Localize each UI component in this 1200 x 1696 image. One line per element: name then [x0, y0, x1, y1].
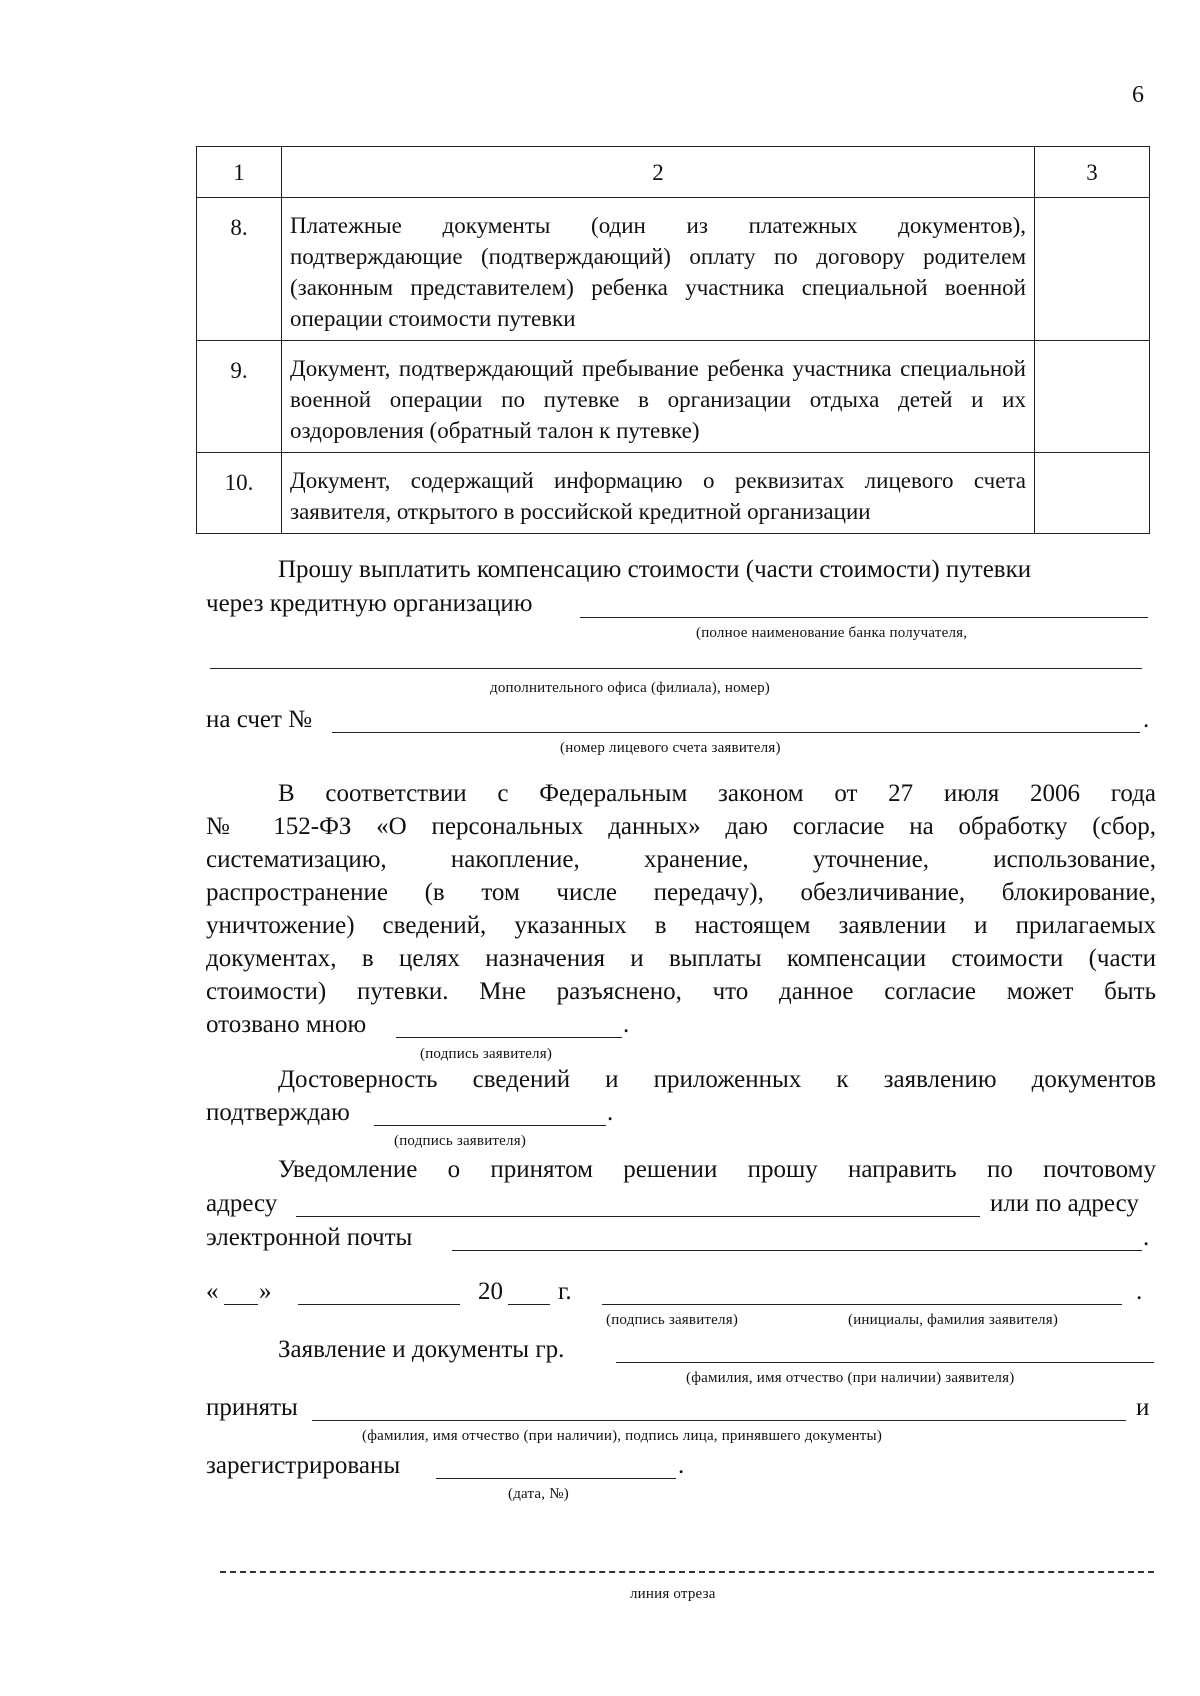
cut-line-label: линия отреза — [630, 1586, 716, 1602]
date-year-suffix: г. — [558, 1278, 572, 1305]
date-close-quote: » — [259, 1278, 272, 1305]
row-text: Документ, содержащий информацию о реквизитах лицевого счета заявителя, открытого в российской кредитной организации — [282, 453, 1035, 534]
caption-bank: (полное наименование банка получателя, — [696, 625, 968, 641]
consent-signature-field[interactable] — [396, 1037, 622, 1038]
caption-consent-signature: (подпись заявителя) — [420, 1046, 553, 1062]
table-header-row — [197, 147, 1150, 198]
email-field[interactable] — [452, 1250, 1142, 1251]
account-label: на счет № — [206, 706, 313, 733]
table-header-col2: 2 — [282, 147, 1035, 198]
acceptance-line1: Заявление и документы гр. — [278, 1336, 565, 1363]
consent-line: документах, в целях назначения и выплаты компенсации стоимости (части — [206, 945, 1156, 972]
accuracy-line1: Достоверность сведений и приложенных к заявлению документов — [278, 1066, 1156, 1093]
consent-last-line: отозвано мною — [206, 1011, 367, 1038]
registered-end: . — [678, 1452, 685, 1479]
row-text: Документ, подтверждающий пребывание ребенка участника специальной военной операции по путевке в организации отдыха детей и их оздоровления (обратный талон к путевке) — [282, 341, 1035, 453]
notice-email-label: электронной почты — [206, 1224, 413, 1251]
bank-office-field[interactable] — [210, 668, 1142, 669]
postal-address-field[interactable] — [296, 1216, 980, 1217]
notice-address-label: адресу — [206, 1190, 278, 1217]
row-col3 — [1035, 453, 1150, 534]
caption-date-signature: (подпись заявителя) — [606, 1312, 739, 1328]
accuracy-line2: подтверждаю — [206, 1099, 350, 1126]
consent-line: систематизацию, накопление, хранение, уточнение, использование, — [206, 846, 1156, 873]
consent-line: № 152-ФЗ «О персональных данных» даю согласие на обработку (сбор, — [206, 813, 1156, 840]
documents-table — [196, 146, 1150, 534]
accuracy-end: . — [607, 1099, 614, 1126]
month-field[interactable] — [298, 1304, 460, 1305]
notice-or-email: или по адресу — [990, 1190, 1139, 1217]
caption-account: (номер лицевого счета заявителя) — [560, 740, 781, 756]
row-number: 8. — [197, 198, 282, 341]
caption-date-number: (дата, №) — [508, 1486, 569, 1502]
accepted-label: приняты — [206, 1394, 298, 1421]
consent-line: уничтожение) сведений, указанных в настоящем заявлении и прилагаемых — [206, 912, 1156, 939]
accepter-field[interactable] — [312, 1420, 1126, 1421]
year-field[interactable] — [508, 1304, 550, 1305]
table-row — [197, 198, 1150, 341]
caption-accepter: (фамилия, имя отчество (при наличии), подпись лица, принявшего документы) — [362, 1428, 883, 1444]
registered-label: зарегистрированы — [206, 1452, 401, 1479]
notice-end: . — [1143, 1224, 1150, 1251]
consent-line: стоимости) путевки. Мне разъяснено, что данное согласие может быть — [206, 978, 1156, 1005]
consent-end: . — [623, 1011, 630, 1038]
consent-line: распространение (в том числе передачу), обезличивание, блокирование, — [206, 879, 1156, 906]
payment-line2: через кредитную организацию — [206, 590, 533, 617]
applicant-name-field[interactable] — [616, 1362, 1154, 1363]
table-row — [197, 453, 1150, 534]
acceptance-and: и — [1136, 1394, 1150, 1421]
caption-office: дополнительного офиса (филиала), номер) — [490, 680, 770, 696]
caption-accuracy-signature: (подпись заявителя) — [394, 1133, 527, 1149]
table-header-col1: 1 — [197, 147, 282, 198]
applicant-signature-field[interactable] — [602, 1304, 1122, 1305]
date-year-prefix: 20 — [478, 1278, 503, 1305]
consent-line: В соответствии с Федеральным законом от 27 июля 2006 года — [278, 780, 1156, 807]
caption-applicant: (фамилия, имя отчество (при наличии) заявителя) — [686, 1370, 1015, 1386]
registration-field[interactable] — [436, 1478, 676, 1479]
table-row — [197, 341, 1150, 453]
day-field[interactable] — [224, 1304, 258, 1305]
accuracy-signature-field[interactable] — [374, 1125, 606, 1126]
row-text: Платежные документы (один из платежных документов), подтверждающие (подтверждающий) оплату по договору родителем (законным представителем) ребенка участника специальной военной операции стоимости путевки — [282, 198, 1035, 341]
page-number: 6 — [1132, 82, 1144, 108]
date-open-quote: « — [206, 1278, 219, 1305]
caption-date-name: (инициалы, фамилия заявителя) — [848, 1312, 1059, 1328]
cut-line — [220, 1571, 1154, 1573]
account-number-field[interactable] — [332, 732, 1140, 733]
row-col3 — [1035, 341, 1150, 453]
date-line-end: . — [1136, 1278, 1143, 1305]
account-end: . — [1143, 706, 1150, 733]
row-number: 9. — [197, 341, 282, 453]
row-number: 10. — [197, 453, 282, 534]
bank-name-field[interactable] — [580, 617, 1148, 618]
payment-line1: Прошу выплатить компенсацию стоимости (части стоимости) путевки — [278, 556, 1032, 583]
table-header-col3: 3 — [1035, 147, 1150, 198]
row-col3 — [1035, 198, 1150, 341]
notice-line1: Уведомление о принятом решении прошу направить по почтовому — [278, 1156, 1156, 1183]
